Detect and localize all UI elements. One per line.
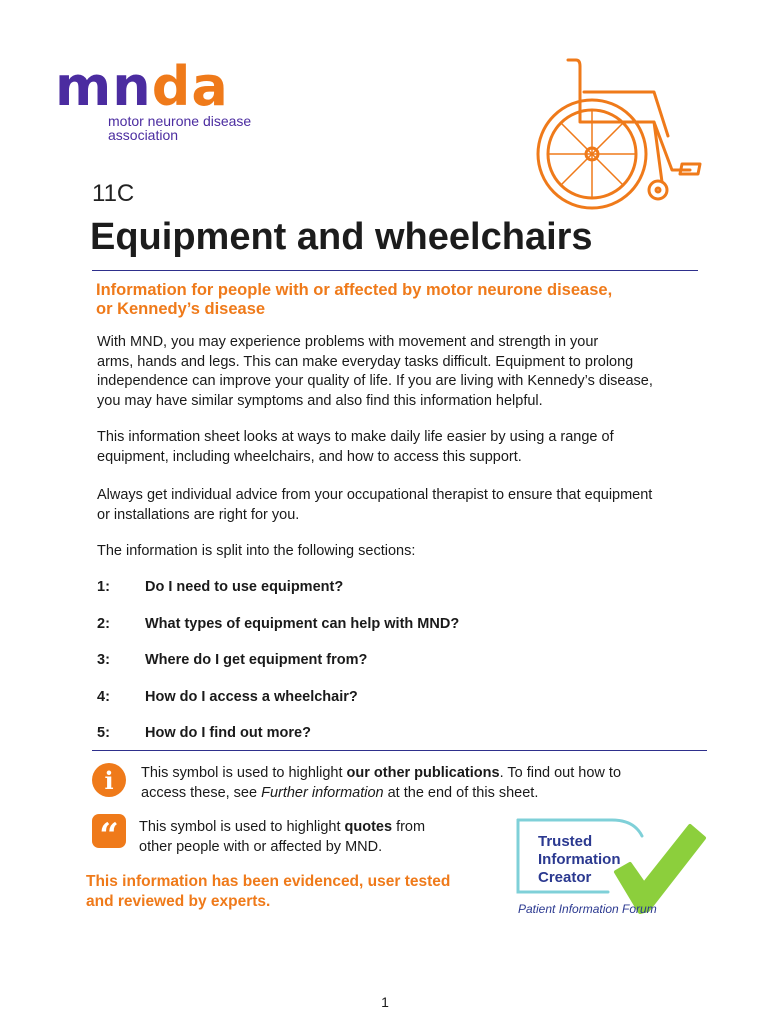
page-number: 1 xyxy=(381,994,389,1010)
p2-line2: equipment, including wheelchairs, and how to access this support. xyxy=(97,448,522,465)
quote-text-pre: This symbol is used to highlight xyxy=(139,819,345,835)
p1-line3: independence can improve your quality of life. If you are living with Kennedy’s disease, xyxy=(97,373,653,389)
p1-line1: With MND, you may experience problems with movement and strength in your xyxy=(97,334,599,350)
info-text-post: at the end of this sheet. xyxy=(383,784,539,801)
section-number: 3: xyxy=(97,652,110,668)
section-item xyxy=(97,723,657,743)
subtitle-line2: or Kennedy’s disease xyxy=(96,300,266,318)
quote-text-post: from xyxy=(392,819,426,835)
p1-line2: arms, hands and legs. This can make everyday tasks difficult. Equipment to prolong xyxy=(97,353,634,370)
info-text-bold: our other publications xyxy=(346,765,500,781)
section-item xyxy=(97,650,657,670)
badge-line1: Trusted xyxy=(538,833,593,850)
evidence-statement xyxy=(86,872,506,911)
purpose-paragraph xyxy=(97,428,717,467)
subtitle-line1: Information for people with or affected by motor neurone disease, xyxy=(96,281,613,299)
badge-footer: Patient Information Forum xyxy=(518,902,657,916)
section-number: 2: xyxy=(97,616,110,632)
section-number: 1: xyxy=(97,579,110,595)
quote-symbol-explanation xyxy=(139,818,479,857)
page-title: Equipment and wheelchairs xyxy=(90,216,593,258)
badge-line3: Creator xyxy=(538,869,592,886)
section-label: What types of equipment can help with MND? xyxy=(145,616,460,632)
wheelchair-illustration xyxy=(532,52,712,212)
section-number: 5: xyxy=(97,725,110,741)
logo-wordmark-start: mn xyxy=(55,55,152,118)
divider-top xyxy=(92,270,698,271)
logo-wordmark xyxy=(55,55,285,118)
document-code: 11C xyxy=(92,180,135,207)
section-number: 4: xyxy=(97,689,110,705)
p2-line1: This information sheet looks at ways to make daily life easier by using a range of xyxy=(97,429,614,445)
quote-icon xyxy=(92,814,126,848)
p1-line4: you may have similar symptoms and also find this information helpful. xyxy=(97,392,543,409)
section-item xyxy=(97,687,657,707)
quote-text-bold: quotes xyxy=(344,819,393,835)
info-icon xyxy=(92,763,126,797)
badge-line2: Information xyxy=(538,851,621,868)
p3-line1: Always get individual advice from your occupational therapist to ensure that equipment xyxy=(97,487,653,503)
intro-paragraph xyxy=(97,333,717,411)
advice-paragraph xyxy=(97,486,717,525)
section-item xyxy=(97,577,657,597)
quote-text-line2: other people with or affected by MND. xyxy=(139,838,383,855)
divider-bottom xyxy=(92,750,707,751)
evidence-line2: and reviewed by experts. xyxy=(86,892,271,910)
page-subtitle xyxy=(96,281,706,319)
info-icon-glyph: i xyxy=(104,766,114,795)
info-text-italic: Further information xyxy=(261,784,384,801)
p3-line2: or installations are right for you. xyxy=(97,506,300,523)
logo-wordmark-end: da xyxy=(151,55,229,118)
info-symbol-explanation xyxy=(141,764,701,803)
logo-line1: motor neurone disease xyxy=(108,113,252,129)
info-text-l2-pre: access these, see xyxy=(141,784,262,801)
section-label: How do I access a wheelchair? xyxy=(145,689,358,705)
section-label: Do I need to use equipment? xyxy=(145,579,344,595)
evidence-line1: This information has been evidenced, user tested xyxy=(86,873,451,890)
mnda-logo xyxy=(55,55,285,150)
checkmark-icon xyxy=(616,826,704,912)
section-label: Where do I get equipment from? xyxy=(145,652,368,668)
section-label: How do I find out more? xyxy=(145,725,311,741)
quote-icon-glyph: “ xyxy=(99,816,119,848)
sections-intro: The information is split into the following sections: xyxy=(97,543,416,559)
info-text-pre: This symbol is used to highlight xyxy=(141,765,347,781)
section-item xyxy=(97,614,657,634)
info-text-mid: . To find out how to xyxy=(499,765,622,781)
logo-line2: association xyxy=(108,127,179,143)
trusted-information-creator-badge xyxy=(512,812,712,922)
